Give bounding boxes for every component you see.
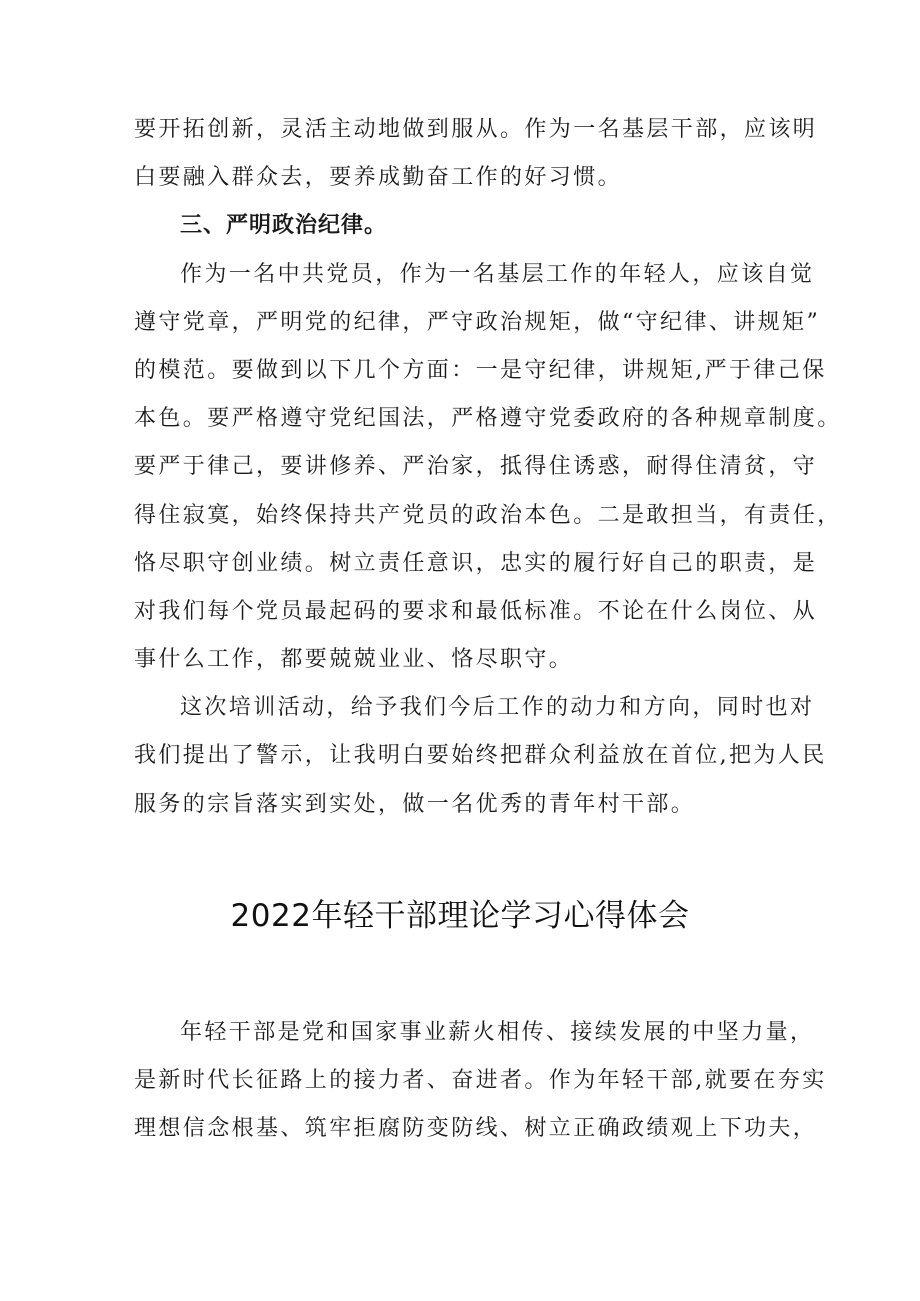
text-line: 年轻干部是党和国家事业薪火相传、接续发展的中坚力量， xyxy=(180,1020,815,1045)
document-title: 2022年轻干部理论学习心得体会 xyxy=(230,898,690,934)
text-line: 服务的宗旨落实到实处，做一名优秀的青年村干部。 xyxy=(134,791,696,817)
text-line: 要开拓创新，灵活主动地做到服从。作为一名基层干部，应该明 xyxy=(134,117,818,142)
text-line: 对我们每个党员最起码的要求和最低标准。不论在什么岗位、从 xyxy=(134,598,818,624)
text-line: 作为一名中共党员，作为一名基层工作的年轻人，应该自觉 xyxy=(180,261,815,287)
text-line: 遵守党章，严明党的纪律，严守政治规矩，做“守纪律、讲规矩” xyxy=(134,309,821,335)
text-line: 事什么工作，都要兢兢业业、恪尽职守。 xyxy=(134,647,574,673)
text-line: 得住寂寞，始终保持共产党员的政治本色。二是敢担当，有责任， xyxy=(134,502,842,528)
text-line: 这次培训活动，给予我们今后工作的动力和方向，同时也对 xyxy=(180,695,815,721)
text-line: 白要融入群众去，要养成勤奋工作的好习惯。 xyxy=(134,165,623,191)
document-body-bottom xyxy=(134,1009,827,1154)
document-body-top xyxy=(134,106,842,829)
text-line: 本色。要严格遵守党纪国法，严格遵守党委政府的各种规章制度。 xyxy=(134,406,842,432)
section-heading: 三、严明政治纪律。 xyxy=(180,213,388,239)
text-line: 我们提出了警示，让我明白要始终把群众利益放在首位,把为人民 xyxy=(134,743,827,769)
text-line: 要严于律己，要讲修养、严治家，抵得住诱惑，耐得住清贫，守 xyxy=(134,454,818,480)
text-line: 是新时代长征路上的接力者、奋进者。作为年轻干部,就要在夯实 xyxy=(134,1068,827,1094)
text-line: 恪尽职守创业绩。树立责任意识，忠实的履行好自己的职责，是 xyxy=(134,550,818,576)
text-line: 的模范。要做到以下几个方面：一是守纪律，讲规矩,严于律己保 xyxy=(134,357,827,383)
text-line: 理想信念根基、筑牢拒腐防变防线、树立正确政绩观上下功夫， xyxy=(134,1116,818,1142)
